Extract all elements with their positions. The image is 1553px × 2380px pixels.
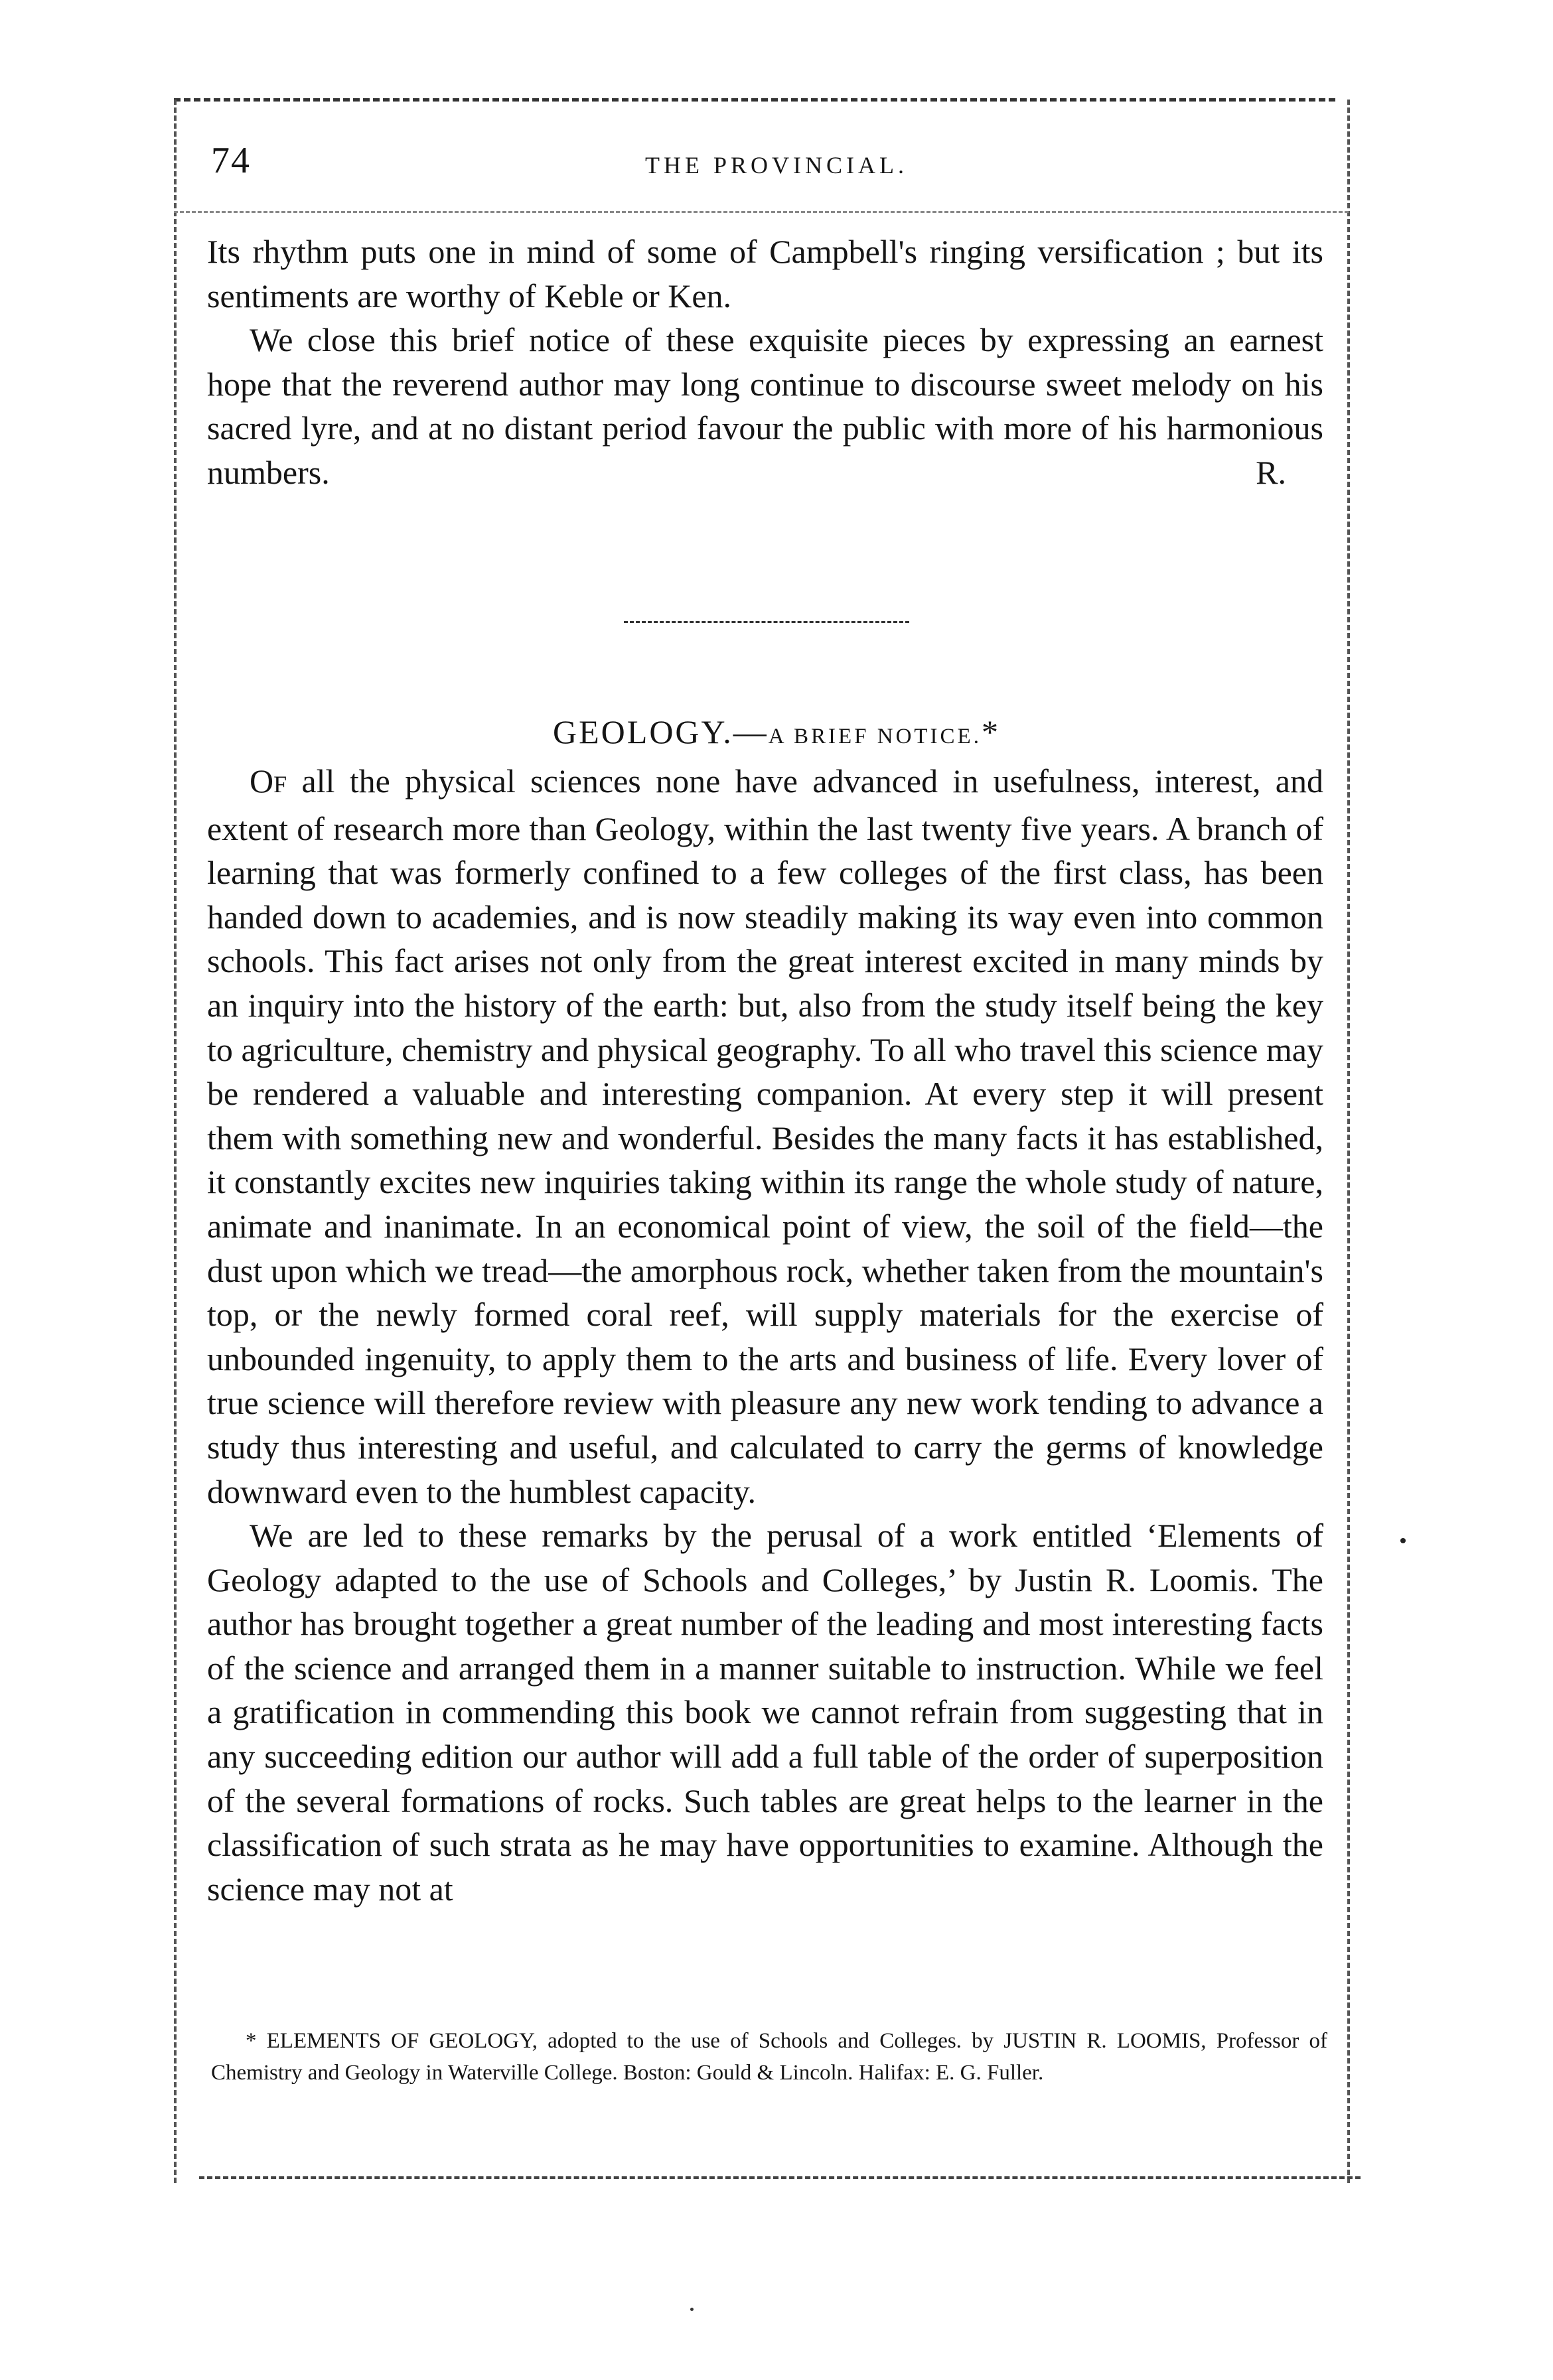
article-paragraph: We are led to these remarks by the perusal of a work entitled ‘Elements of Geology adapted to the use of Schools and Colleges,’ by Justin R. Loomis. The author has brought together a great number of the leading and most interesting facts of the science and arranged them in a manner suitable to instruction. While we feel a gratification in commending this book we cannot refrain from suggesting that in any succeeding edition our author will add a full table of the order of superposition of the several formations of rocks. Such tables are great helps to the learner in the classification of such strata as he may have opportunities to examine. Although the science may not at: [207, 1517, 1323, 1908]
print-speck: [690, 2308, 694, 2311]
article-title-subtitle: A BRIEF NOTICE.: [768, 725, 982, 748]
review-signature: R.: [1256, 453, 1286, 491]
review-closing-text: We close this brief notice of these exquisite pieces by expressing an earnest hope that the reverend author may long continue to discourse sweet melody on his sacred lyre, and at no distant period favour the public with more of his harmonious numbers.: [207, 321, 1323, 491]
article-title-main: GEOLOGY.: [553, 713, 733, 750]
page-frame-bottom-border: [199, 2176, 1361, 2179]
running-head-title: THE PROVINCIAL.: [645, 152, 908, 178]
footnote: [211, 2025, 1327, 2089]
article-body: [207, 759, 1323, 1911]
paragraph-initial: O: [250, 762, 274, 800]
article-paragraph-text: all the physical sciences none have advanced in usefulness, interest, and extent of research more than Geology, within the last twenty five years. A branch of learning that was formerly confined to a few colleges of the first class, has been handed down to academies, and is now steadily making its way even into common schools. This fact arises not only from the great interest excited in many minds by an inquiry into the history of the earth: but, also from the study itself being the key to agriculture, chemistry and physical geography. To all who travel this science may be rendered a valuable and interesting companion. At every step it will present them with something new and wonderful. Besides the many facts it has established, it constantly excites new inquiries taking within its range the whole study of nature, animate and inanimate. In an economical point of view, the soil of the field—the dust upon which we tread—the amorphous rock, whether taken from the mountain's top, or the newly formed coral reef, will supply materials for the exercise of unbounded ingenuity, to apply them to the arts and business of life. Every lover of true science will therefore review with pleasure any new work tending to advance a study thus interesting and useful, and calculated to carry the germs of knowledge downward even to the humblest capacity.: [207, 762, 1323, 1510]
page-frame-left-border: [174, 100, 177, 2183]
page-frame-top-border: [174, 98, 1335, 102]
paragraph-initial-smallcap: F: [273, 771, 287, 798]
review-conclusion: [207, 230, 1323, 495]
article-title-dash: —: [733, 713, 769, 750]
footnote-text: * ELEMENTS OF GEOLOGY, adopted to the use of Schools and Colleges. by JUSTIN R. LOOMIS, Professor of Chemistry and Geology in Waterville College. Boston: Gould & Lincoln. Halifax: E. G. Fuller.: [211, 2029, 1327, 2085]
footnote-marker: *: [981, 713, 1000, 750]
header-rule: [174, 211, 1349, 213]
print-speck: [1400, 1538, 1406, 1543]
article-paragraph: [207, 759, 1323, 1513]
review-paragraph: Its rhythm puts one in mind of some of Campbell's ringing versification ; but its sentiments are worthy of Keble or Ken.: [207, 233, 1323, 315]
section-divider-rule: [624, 621, 909, 623]
article-title: [0, 713, 1553, 751]
page-frame-right-border: [1347, 100, 1350, 2183]
page-number: 74: [211, 140, 251, 181]
review-paragraph: [207, 318, 1323, 494]
